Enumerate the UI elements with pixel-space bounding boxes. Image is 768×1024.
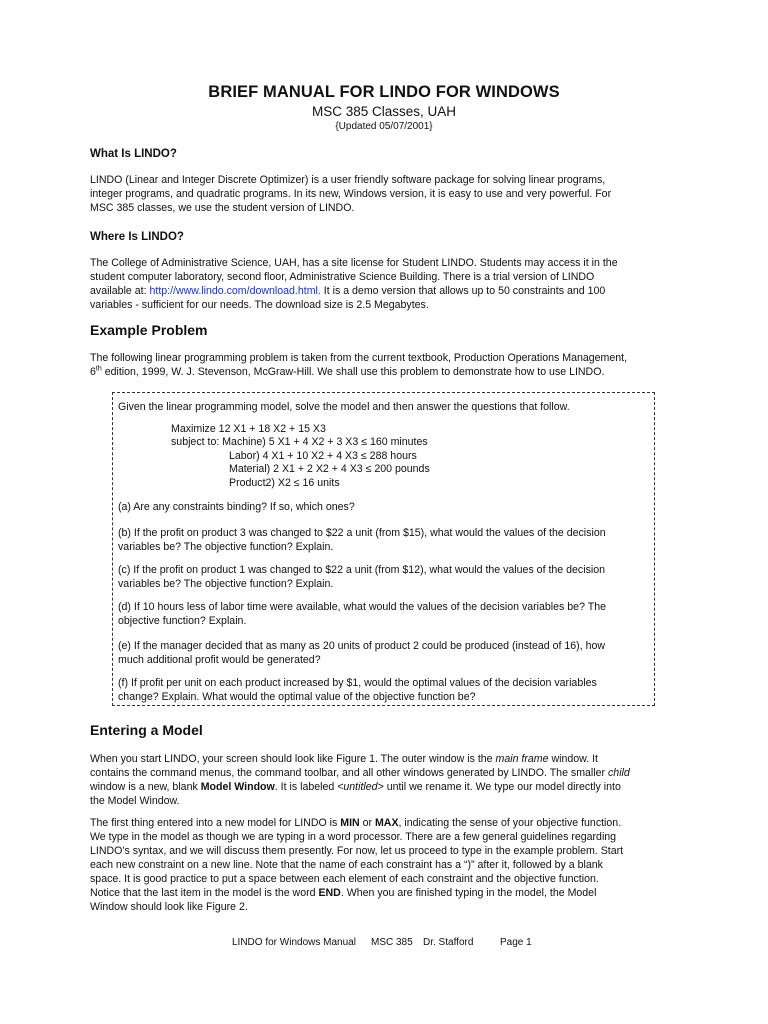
emphasis: child xyxy=(608,767,630,779)
heading-where-is-lindo: Where Is LINDO? xyxy=(90,231,184,243)
question-b xyxy=(118,527,648,554)
heading-example-problem: Example Problem xyxy=(90,322,208,338)
problem-intro: Given the linear programming model, solve the model and then answer the questions that follow. xyxy=(118,401,570,413)
text-fragment: . It is labeled xyxy=(274,781,338,793)
text-line: (a) Are any constraints binding? If so, which ones? xyxy=(118,501,355,513)
text-fragment: 6 xyxy=(90,366,96,378)
superscript: th xyxy=(95,365,102,373)
paragraph-entering-1 xyxy=(90,752,690,808)
text-line: LINDO’s syntax, and we will discuss them presently. For now, let us proceed to type in the example problem. Start xyxy=(90,845,624,857)
question-a xyxy=(118,501,648,515)
text-line: Window should look like Figure 2. xyxy=(90,901,248,913)
constraint-machine: subject to: Machine) 5 X1 + 4 X2 + 3 X3 ≤ 160 minutes xyxy=(171,436,428,448)
text-line: (c) If the profit on product 1 was changed to $22 a unit (from $12), what would the values of the decision xyxy=(118,564,606,576)
paragraph-example-problem xyxy=(90,351,690,379)
text-line xyxy=(90,284,690,298)
text-line: space. It is good practice to put a space between each element of each constraint and the objective function. xyxy=(90,873,599,885)
text-line: student computer laboratory, second floor, Administrative Science Building. There is a trial version of LINDO xyxy=(90,271,595,283)
text-line: much additional profit would be generated? xyxy=(118,653,321,666)
text-line xyxy=(90,766,690,780)
text-line xyxy=(90,365,690,379)
text-fragment: contains the command menus, the command toolbar, and all other windows generated by LINDO. The smaller xyxy=(90,767,608,779)
text-line: (e) If the manager decided that as many as 20 units of product 2 could be produced (instead of 16), how xyxy=(118,640,606,652)
question-d xyxy=(118,601,648,628)
text-line: variables be? The objective function? Explain. xyxy=(118,540,334,553)
document-title: BRIEF MANUAL FOR LINDO FOR WINDOWS xyxy=(208,83,560,101)
document-subtitle: MSC 385 Classes, UAH xyxy=(311,104,457,119)
constraint-product2: Product2) X2 ≤ 16 units xyxy=(229,477,340,489)
text-line xyxy=(90,816,690,830)
download-link[interactable]: http://www.lindo.com/download.html. xyxy=(149,285,321,297)
paragraph-where-is-lindo xyxy=(90,256,690,312)
emphasis: main frame xyxy=(495,753,549,765)
text-line: (f) If profit per unit on each product increased by $1, would the optimal values of the decision variables xyxy=(118,677,597,689)
text-line: objective function? Explain. xyxy=(118,614,247,627)
question-e xyxy=(118,640,648,667)
text-line: each new constraint on a new line. Note that the name of each constraint has a “)” after it, followed by a blank xyxy=(90,859,603,871)
text-line: variables be? The objective function? Explain. xyxy=(118,577,334,590)
strong-text: Model Window xyxy=(200,781,275,793)
strong-text: MAX xyxy=(374,817,399,829)
text-line: We type in the model as though we are typing in a word processor. There are a few general guidelines regarding xyxy=(90,831,617,843)
heading-what-is-lindo: What Is LINDO? xyxy=(90,148,177,160)
text-fragment: until we rename it. We type our model directly into xyxy=(383,781,621,793)
strong-text: END xyxy=(318,887,341,899)
question-c xyxy=(118,564,648,591)
text-line: integer programs, and quadratic programs. In its new, Windows version, it is easy to use and very powerful. For xyxy=(90,188,612,200)
text-line: (d) If 10 hours less of labor time were available, what would the values of the decision variables be? The xyxy=(118,601,606,613)
constraint-labor: Labor) 4 X1 + 10 X2 + 4 X3 ≤ 288 hours xyxy=(229,450,417,462)
text-line: The following linear programming problem is taken from the current textbook, Production Operations Management, xyxy=(90,352,628,364)
text-fragment: Notice that the last item in the model is the word xyxy=(90,887,319,899)
text-line: (b) If the profit on product 3 was changed to $22 a unit (from $15), what would the values of the decision xyxy=(118,527,606,539)
paragraph-what-is-lindo xyxy=(90,173,690,215)
text-line: LINDO (Linear and Integer Discrete Optimizer) is a user friendly software package for solving linear programs, xyxy=(90,174,606,186)
updated-date: {Updated 05/07/2001} xyxy=(335,121,433,132)
text-line: change? Explain. What would the optimal value of the objective function be? xyxy=(118,690,476,703)
question-f xyxy=(118,677,648,704)
text-fragment: The first thing entered into a new model for LINDO is xyxy=(90,817,341,829)
paragraph-entering-2 xyxy=(90,816,690,914)
text-line: The College of Administrative Science, UAH, has a site license for Student LINDO. Students may access it in the xyxy=(90,257,618,269)
text-fragment: edition, 1999, W. J. Stevenson, McGraw-Hill. We shall use this problem to demonstrate how to use LINDO. xyxy=(101,366,605,378)
text-fragment: When you start LINDO, your screen should look like Figure 1. The outer window is the xyxy=(90,753,496,765)
text-fragment: . When you are finished typing in the model, the Model xyxy=(340,887,597,899)
text-fragment: , indicating the sense of your objective function. xyxy=(398,817,622,829)
strong-text: MIN xyxy=(340,817,360,829)
text-fragment: or xyxy=(359,817,375,829)
text-fragment: window is a new, blank xyxy=(90,781,201,793)
text-fragment: It is a demo version that allows up to 50 constraints and 100 xyxy=(320,285,606,297)
text-line xyxy=(90,752,690,766)
emphasis: <untitled> xyxy=(337,781,384,793)
text-fragment: available at: xyxy=(90,285,150,297)
text-line: variables - sufficient for our needs. The download size is 2.5 Megabytes. xyxy=(90,299,429,311)
footer-manual-name: LINDO for Windows Manual xyxy=(232,937,356,948)
footer-page-number: Page 1 xyxy=(500,937,532,948)
text-line: the Model Window. xyxy=(90,795,180,807)
heading-entering-a-model: Entering a Model xyxy=(90,722,203,738)
text-line: MSC 385 classes, we use the student version of LINDO. xyxy=(90,202,355,214)
text-line xyxy=(90,780,690,794)
objective-function: Maximize 12 X1 + 18 X2 + 15 X3 xyxy=(171,423,326,435)
text-line xyxy=(90,886,690,900)
constraint-material: Material) 2 X1 + 2 X2 + 4 X3 ≤ 200 pounds xyxy=(229,463,430,475)
footer-course: MSC 385 xyxy=(371,937,413,948)
text-fragment: window. It xyxy=(548,753,598,765)
footer-author: Dr. Stafford xyxy=(423,937,474,948)
